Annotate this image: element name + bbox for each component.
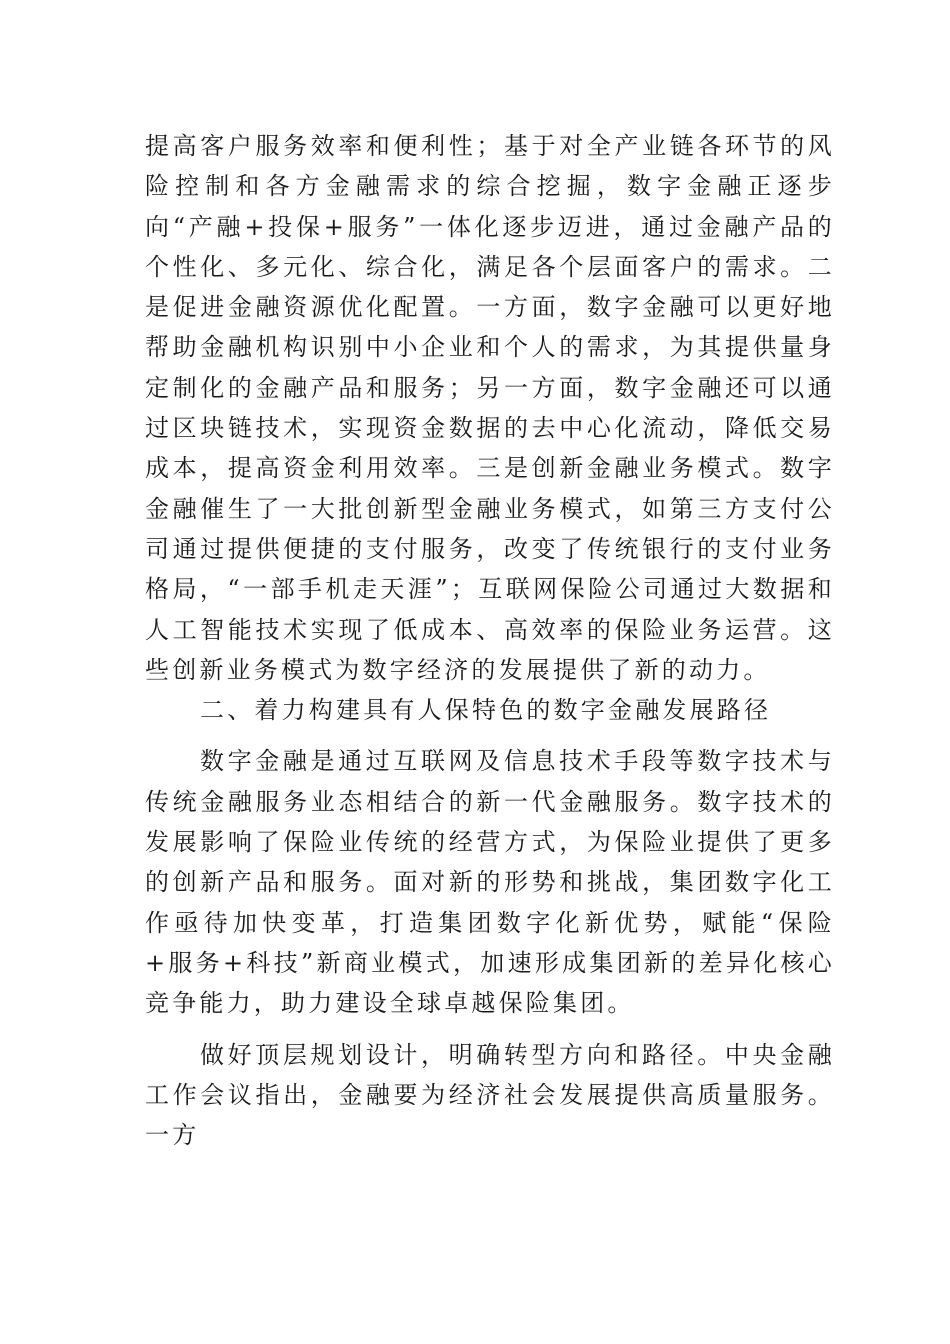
- paragraph-digital-finance: 数字金融是通过互联网及信息技术手段等数字技术与传统金融服务业态相结合的新一代金融服务。数字技术的发展影响了保险业传统的经营方式，为保险业提供了更多的创新产品和服务。面对新的形势和挑战，集团数字化工作亟待加快变革，打造集团数字化新优势，赋能“保险+服务+科技”新商业模式，加速形成集团新的差异化核心竞争能力，助力建设全球卓越保险集团。: [145, 747, 835, 1018]
- paragraph-continuation: 提高客户服务效率和便利性；基于对全产业链各环节的风险控制和各方金融需求的综合挖掘，数字金融正逐步向“产融+投保+服务”一体化逐步迈进，通过金融产品的个性化、多元化、综合化，满足各个层面客户的需求。二是促进金融资源优化配置。一方面，数字金融可以更好地帮助金融机构识别中小企业和个人的需求，为其提供量身定制化的金融产品和服务；另一方面，数字金融还可以通过区块链技术，实现资金数据的去中心化流动，降低交易成本，提高资金利用效率。三是创新金融业务模式。数字金融催生了一大批创新型金融业务模式，如第三方支付公司通过提供便捷的支付服务，改变了传统银行的支付业务格局，“一部手机走天涯”；互联网保险公司通过大数据和人工智能技术实现了低成本、高效率的保险业务运营。这些创新业务模式为数字经济的发展提供了新的动力。: [145, 132, 835, 684]
- paragraph-top-level-planning: 做好顶层规划设计，明确转型方向和路径。中央金融工作会议指出，金融要为经济社会发展提供高质量服务。一方: [145, 1040, 835, 1150]
- document-body: [145, 126, 835, 1155]
- section-heading: 二、着力构建具有人保特色的数字金融发展路径: [200, 696, 772, 725]
